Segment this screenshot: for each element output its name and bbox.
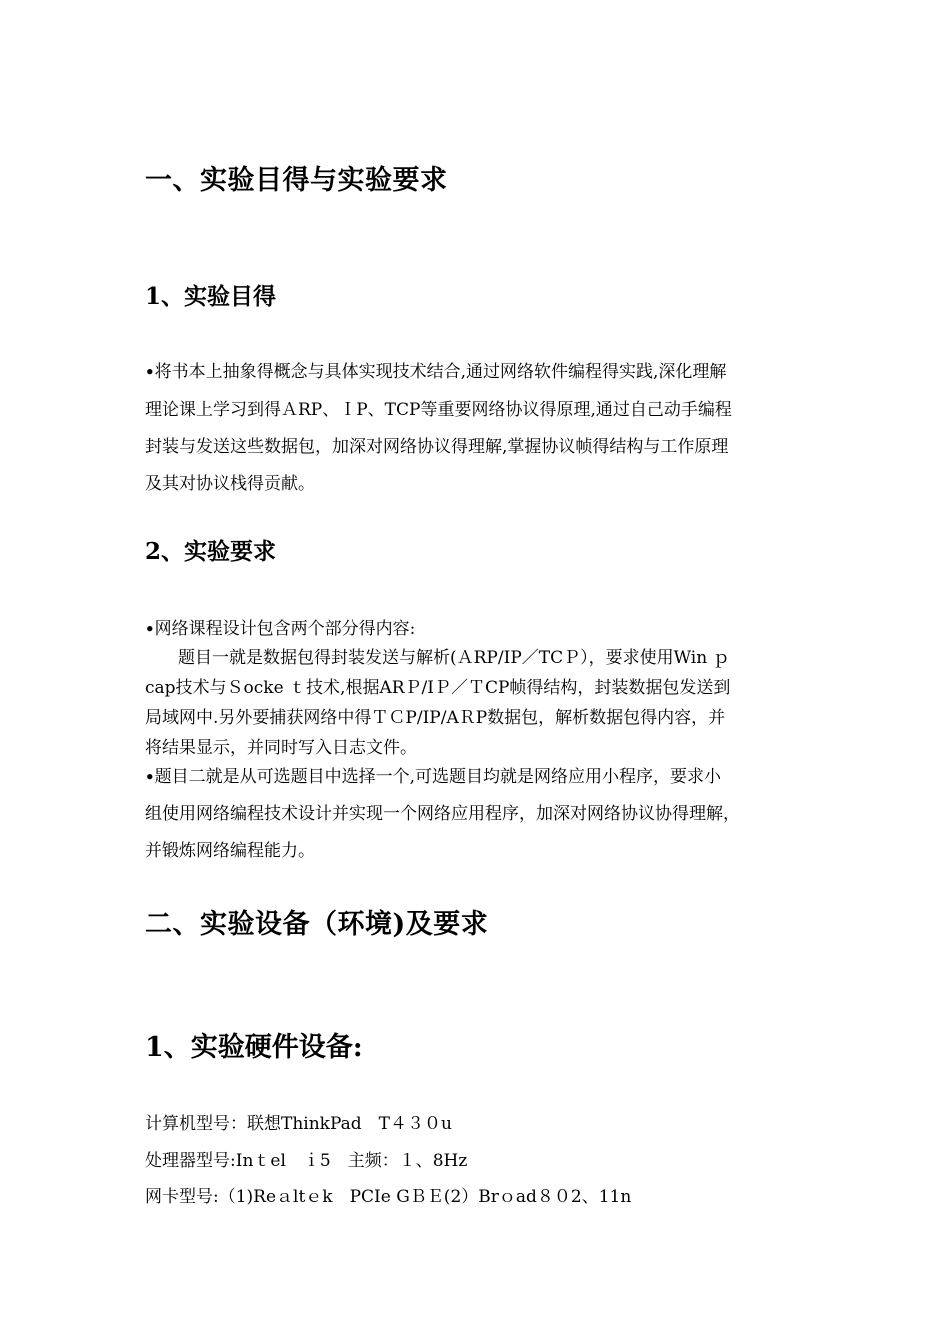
section-title-experiment-purpose: 一、实验目得与实验要求 bbox=[145, 165, 448, 196]
paragraph-text: 将书本上抽象得概念与具体实现技术结合,通过网络软件编程得实践,深化理解 bbox=[154, 362, 727, 382]
hardware-computer-model: 计算机型号：联想ThinkPad T４３０u bbox=[145, 1114, 452, 1134]
paragraph-text: 网络课程设计包含两个部分得内容: bbox=[154, 619, 416, 639]
bullet-marker: • bbox=[145, 620, 155, 638]
section-title-equipment: 二、实验设备（环境)及要求 bbox=[145, 909, 489, 940]
paragraph-topic2-line-2: 组使用网络编程技术设计并实现一个网络应用程序，加深对网络协议协得理解， bbox=[145, 804, 740, 824]
paragraph-requirements-line-2: cap技术与Ｓocke ｔ技术,根据ARＰ/IＰ／ＴCP帧得结构，封装数据包发送到 bbox=[145, 678, 731, 698]
subsection-title-purpose: 1、实验目得 bbox=[145, 283, 277, 310]
hardware-processor-model: 处理器型号:Inｔel ｉ5 主频：１、8Hz bbox=[145, 1151, 468, 1171]
paragraph-purpose-line-1 bbox=[145, 357, 726, 382]
paragraph-text: 题目二就是从可选题目中选择一个,可选题目均就是网络应用小程序，要求小 bbox=[154, 767, 721, 787]
paragraph-purpose-line-4: 及其对协议栈得贡献。 bbox=[145, 474, 315, 494]
paragraph-topic2-line-1 bbox=[145, 762, 721, 787]
paragraph-requirements-line-1: 题目一就是数据包得封装发送与解析(ＡRP/IP／TCＰ），要求使用Win ｐ bbox=[178, 648, 730, 668]
bullet-marker: • bbox=[145, 768, 155, 786]
paragraph-purpose-line-3: 封装与发送这些数据包，加深对网络协议得理解,掌握协议帧得结构与工作原理 bbox=[145, 437, 729, 457]
paragraph-topic2-line-3: 并锻炼网络编程能力。 bbox=[145, 841, 315, 861]
paragraph-requirements-line-3: 局域网中.另外要捕获网络中得ＴＣP/IP/AＲP数据包，解析数据包得内容，并 bbox=[145, 708, 726, 728]
subsection-title-hardware: 1、实验硬件设备: bbox=[145, 1032, 363, 1063]
paragraph-requirements-intro bbox=[145, 614, 415, 639]
paragraph-purpose-line-2: 理论课上学习到得ＡRP、ＩP、TCP等重要网络协议得原理,通过自己动手编程 bbox=[145, 400, 732, 420]
bullet-marker: • bbox=[145, 363, 155, 381]
hardware-nic-model: 网卡型号:（1)Reａltｅk PCIe GＢＥ(2）Brｏad８０2、11n bbox=[145, 1187, 632, 1207]
paragraph-requirements-line-4: 将结果显示，并同时写入日志文件。 bbox=[145, 738, 417, 758]
subsection-title-requirements: 2、实验要求 bbox=[145, 538, 277, 565]
